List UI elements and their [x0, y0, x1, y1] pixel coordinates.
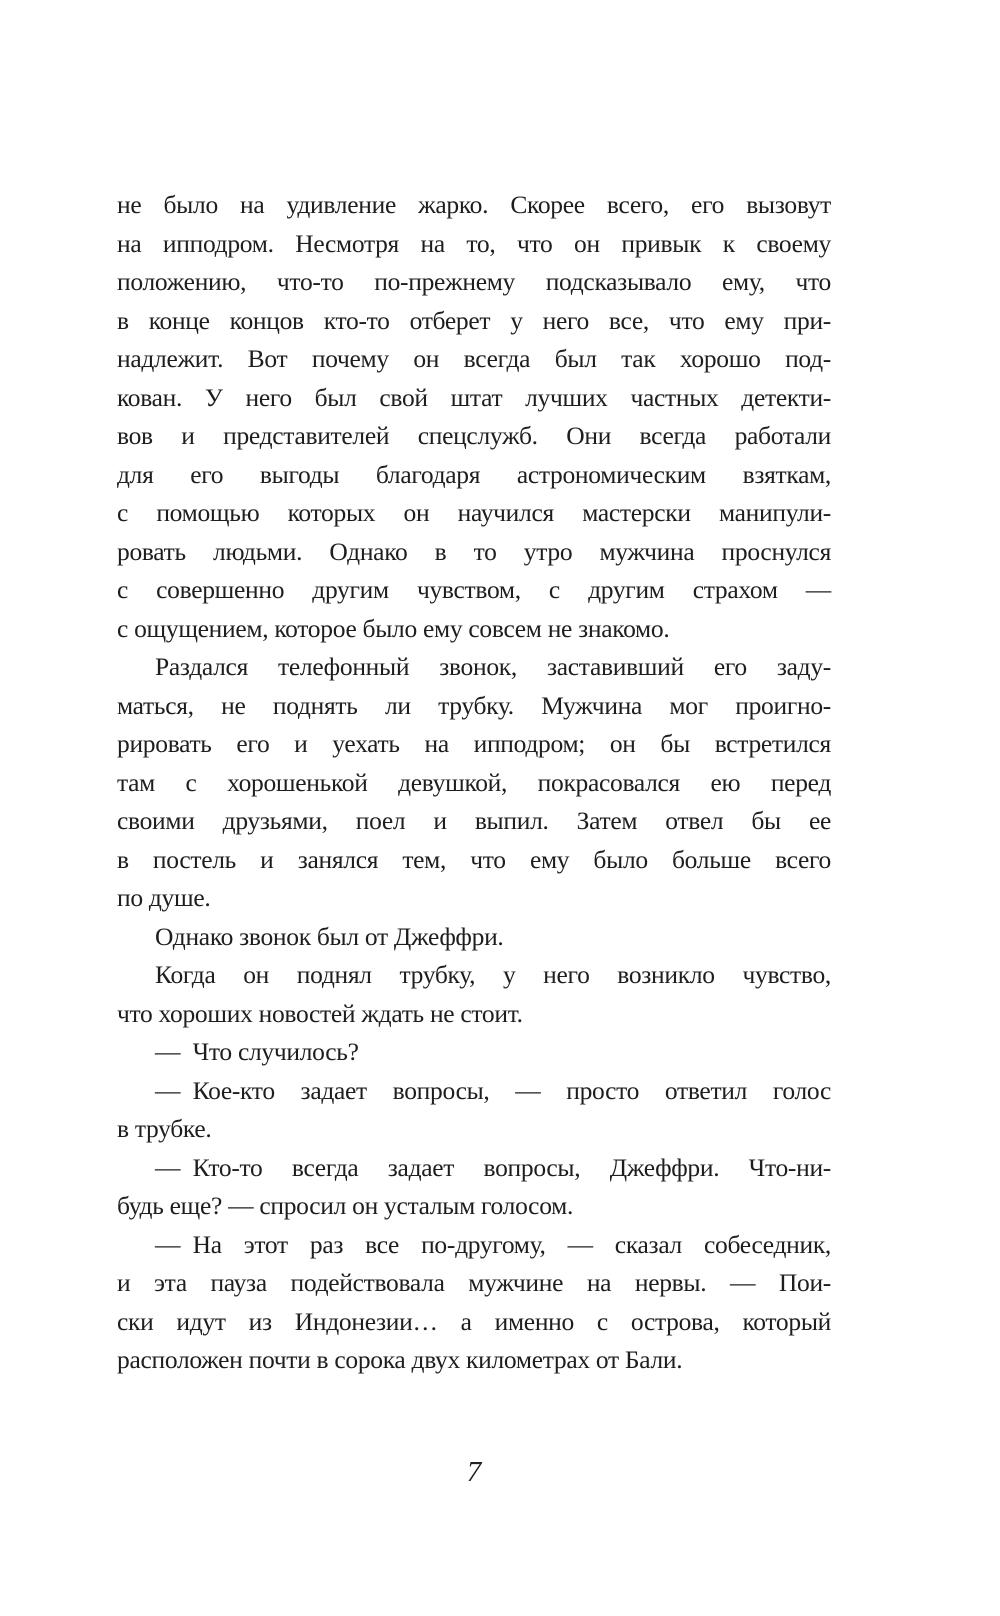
text-line: ски идут из Индонезии… а именно с острова, который	[117, 1306, 831, 1336]
text-line: Когда он поднял трубку, у него возникло чувство,	[155, 960, 831, 989]
text-line: будь еще? — спросил он усталым голосом.	[117, 1191, 574, 1220]
text-line: не было на удивление жарко. Скорее всего, его вызовут	[117, 190, 831, 219]
text-line: — Что случилось?	[155, 1037, 359, 1066]
text-line: своими друзьями, поел и выпил. Затем отвел бы ее	[117, 806, 831, 835]
text-line: — На этот раз все по-другому, — сказал собеседник,	[155, 1229, 831, 1259]
text-line: вов и представителей спецслужб. Они всегда работали	[117, 421, 831, 450]
text-line: там с хорошенькой девушкой, покрасовался ею перед	[117, 767, 831, 797]
text-line: положению, что-то по-прежнему подсказывало ему, что	[117, 267, 831, 296]
text-line: с ощущением, которое было ему совсем не знакомо.	[117, 613, 670, 643]
text-line: с помощью которых он научился мастерски манипули-	[117, 498, 831, 527]
text-line: по душе.	[117, 883, 211, 912]
text-line: маться, не поднять ли трубку. Мужчина мог проигно-	[117, 690, 831, 720]
text-block	[117, 186, 831, 1380]
text-line: Однако звонок был от Джеффри.	[155, 921, 504, 951]
text-line: с совершенно другим чувством, с другим страхом —	[117, 575, 831, 604]
text-line: кован. У него был свой штат лучших частных детекти-	[117, 382, 831, 412]
page-number: 7	[466, 1456, 482, 1488]
text-line: Раздался телефонный звонок, заставивший его заду-	[155, 652, 831, 681]
text-line: ровать людьми. Однако в то утро мужчина проснулся	[117, 536, 831, 566]
text-line: — Кто-то всегда задает вопросы, Джеффри. Что-ни-	[155, 1152, 831, 1182]
text-line: для его выгоды благодаря астрономическим взяткам,	[117, 459, 831, 489]
text-line: в трубке.	[117, 1114, 212, 1143]
text-line: в постель и занялся тем, что ему было больше всего	[117, 844, 831, 874]
text-line: надлежит. Вот почему он всегда был так хорошо под-	[117, 344, 831, 373]
text-line: расположен почти в сорока двух километрах от Бали.	[117, 1345, 683, 1374]
text-line: что хороших новостей ждать не стоит.	[117, 998, 523, 1028]
text-line: рировать его и уехать на ипподром; он бы встретился	[117, 729, 831, 758]
text-line: — Кое-кто задает вопросы, — просто ответил голос	[155, 1075, 831, 1105]
text-line: на ипподром. Несмотря на то, что он привык к своему	[117, 228, 831, 258]
text-line: и эта пауза подействовала мужчине на нервы. — Пои-	[117, 1268, 831, 1297]
text-line: в конце концов кто-то отберет у него все, что ему при-	[117, 305, 831, 335]
